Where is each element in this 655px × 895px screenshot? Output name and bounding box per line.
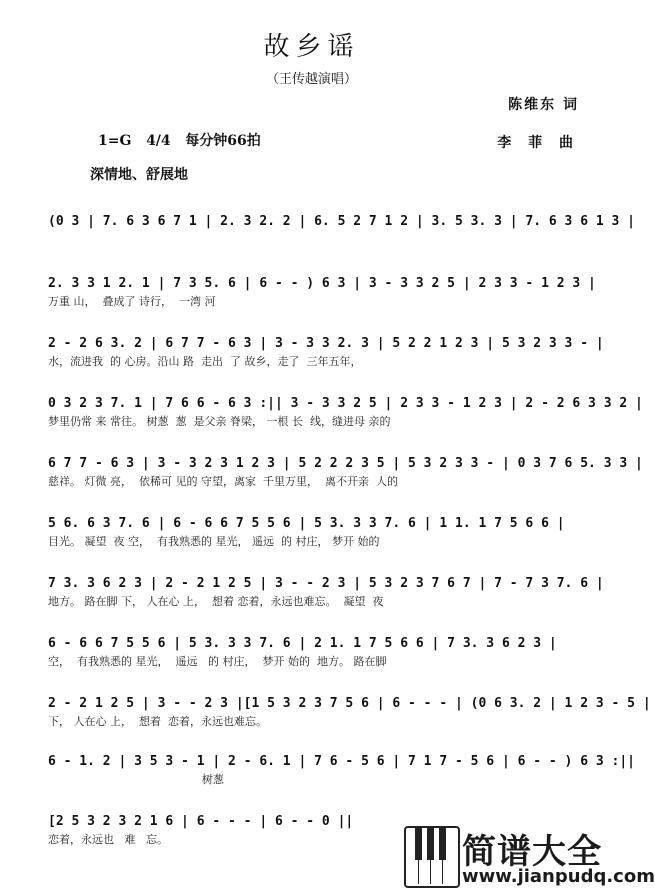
piano-keys-icon [404,826,460,888]
lyric-line: 地方。 路在脚 下， 人在心 上， 想着 恋着，永远也难忘。 凝望 夜 [48,595,384,608]
notation-line: 0 3 2 3 7. 1 | 7 6 6 - 6 3 :|| 3 - 3 3 2 5 | 2 3 3 - 1 2 3 | 2 - 2 6 3 3 2 | [48,396,643,411]
watermark-brand: 简谱大全 [462,832,602,872]
tempo-marking: 每分钟66拍 [185,133,261,149]
notation-line: 6 - 6 6 7 5 5 6 | 5 3. 3 3 7. 6 | 2 1. 1 7 5 6 6 | 7 3. 3 6 2 3 | [48,636,557,651]
notation-line: 6 7 7 - 6 3 | 3 - 3 2 3 1 2 3 | 5 2 2 2 3 5 | 5 3 2 3 3 - | 0 3 7 6 5. 3 3 | [48,456,643,471]
lyric-line: 树葱 [48,773,224,786]
lyric-line: 目光。 凝望 夜 空， 有我熟悉的 星光， 遥远 的 村庄， 梦开 始的 [48,535,380,548]
score-meta [98,130,261,150]
score-system-2 [48,274,596,310]
score-system-6 [48,514,578,550]
lyric-line: 万重 山， 叠成了 诗行， 一湾 河 [48,295,216,308]
notation-line: 7 3. 3 6 2 3 | 2 - 2 1 2 5 | 3 - - 2 3 | 5 3 2 3 7 6 7 | 7 - 7 3 7. 6 | [48,576,604,591]
expression-marking: 深情地、舒展地 [90,167,188,183]
lyric-line [48,232,578,248]
notation-line: 5 6. 6 3 7. 6 | 6 - 6 6 7 5 5 6 | 5 3. 3 3 7. 6 | 1 1. 1 7 5 6 6 | [48,516,565,531]
score-system-9 [48,694,651,730]
song-subtitle: （王传越演唱） [265,72,357,87]
notation-line: 2 - 2 6 3. 2 | 6 7 7 - 6 3 | 3 - 3 3 2. 3 | 5 2 2 1 2 3 | 5 3 2 3 3 - | [48,336,604,351]
watermark-logo [404,826,655,888]
watermark-site: www.jianpudq.com [462,866,655,887]
score-system-4 [48,394,643,430]
score-system-7 [48,574,604,610]
notation-line: 6 - 1. 2 | 3 5 3 - 1 | 2 - 6. 1 | 7 6 - 5 6 | 7 1 7 - 5 6 | 6 - - ) 6 3 :|| [48,754,635,769]
lyric-line: 慈祥。 灯微 亮， 依稀可 见的 守望，离家 千里万里， 离不开亲 人的 [48,475,398,488]
notation-line: (0 3 | 7. 6 3 6 7 1 | 2. 3 2. 2 | 6. 5 2 7 1 2 | 3. 5 3. 3 | 7. 6 3 6 1 3 | [48,214,635,229]
notation-line: 2. 3 3 1 2. 1 | 7 3 5. 6 | 6 - - ) 6 3 | 3 - 3 3 2 5 | 2 3 3 - 1 2 3 | [48,276,596,291]
notation-line: 2 - 2 1 2 5 | 3 - - 2 3 |[1 5 3 2 3 7 5 6 | 6 - - - | (0 6 3. 2 | 1 2 3 - 5 | [48,696,651,711]
score-system-5 [48,454,643,490]
notation-line: [2 5 3 2 3 2 1 6 | 6 - - - | 6 - - 0 || [48,814,354,829]
time-signature: 4/4 [146,133,171,149]
score-system-11 [48,812,368,848]
key-signature: 1=G [98,133,132,149]
lyric-line: 下， 人在心 上， 想着 恋着，永远也难忘。 [48,715,267,728]
score-system-10 [48,752,635,788]
composer-credit: 李 菲 曲 [497,135,579,151]
score-system-1 [48,212,635,248]
song-title: 故乡谣 [263,32,360,62]
score-system-3 [48,334,604,370]
score-system-8 [48,634,578,670]
lyric-line: 水，流进我 的 心房。沿山 路 走出 了 故乡，走了 三年五年， [48,355,362,368]
lyricist-credit: 陈维东 词 [508,97,579,113]
lyric-line: 恋着，永远也 难 忘。 [48,833,168,846]
lyric-line: 梦里仍常 来 常往。 树葱 葱 是父亲 脊梁， 一根 长 线，缝进母 亲的 [48,415,391,428]
lyric-line: 空， 有我熟悉的 星光， 遥远 的 村庄， 梦开 始的 地方。 路在脚 [48,655,387,668]
